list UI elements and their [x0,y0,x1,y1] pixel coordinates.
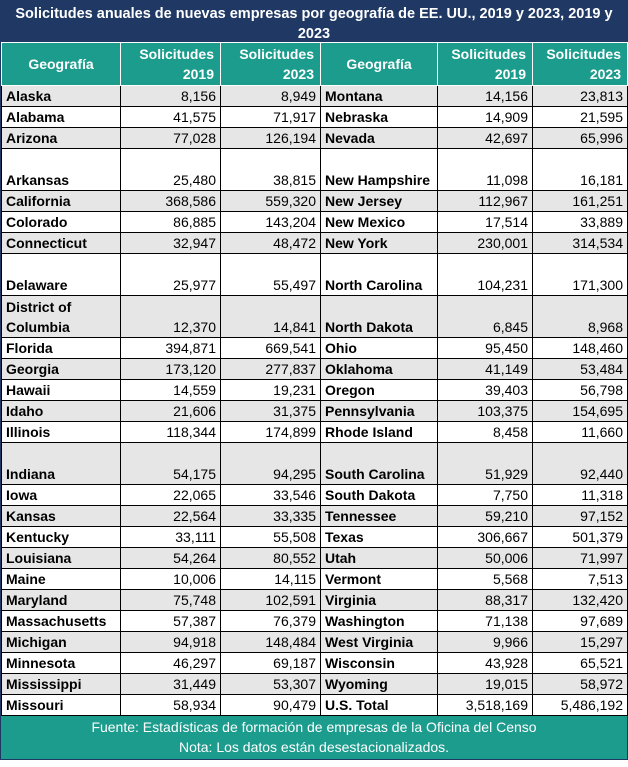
geo-name-right: Tennessee [321,506,438,527]
geo-name-right: South Carolina [321,443,438,485]
value-2023-right: 501,379 [533,527,628,548]
value-2019-left: 57,387 [121,611,221,632]
geo-name-left: Mississippi [2,674,121,695]
value-2019-left: 25,977 [121,254,221,296]
geo-name-right: Nebraska [321,107,438,128]
geo-name-right: Ohio [321,338,438,359]
value-2023-right: 21,595 [533,107,628,128]
value-2019-left: 25,480 [121,149,221,191]
geo-name-right: U.S. Total [321,695,438,716]
geo-name-right: New Jersey [321,191,438,212]
geo-name-left: Hawaii [2,380,121,401]
geo-name-left: Missouri [2,695,121,716]
geo-name-left: Illinois [2,422,121,443]
geo-name-left: California [2,191,121,212]
value-2023-right: 97,152 [533,506,628,527]
header-2023-right-line1: Solicitudes [546,46,621,62]
geo-name-left: District of Columbia [2,296,121,338]
geo-name-left: Iowa [2,485,121,506]
table-body [2,86,628,716]
footer-note: Nota: Los datos están desestacionalizados. [178,739,450,755]
geo-name-left: Delaware [2,254,121,296]
value-2023-left: 33,546 [221,485,321,506]
geo-name-left: Louisiana [2,548,121,569]
header-2023-left-line2: 2023 [282,66,314,82]
geo-name-right: New Mexico [321,212,438,233]
value-2019-right: 3,518,169 [438,695,533,716]
applications-table [1,42,628,716]
value-2023-right: 7,513 [533,569,628,590]
geo-name-right: Texas [321,527,438,548]
value-2023-right: 71,997 [533,548,628,569]
value-2023-right: 11,660 [533,422,628,443]
table-row [2,443,628,485]
value-2019-right: 11,098 [438,149,533,191]
geo-name-left: Minnesota [2,653,121,674]
table-row [2,254,628,296]
table-row [2,212,628,233]
value-2019-right: 103,375 [438,401,533,422]
table-row [2,191,628,212]
value-2023-left: 148,484 [221,632,321,653]
geo-name-right: Washington [321,611,438,632]
geo-name-left: Alaska [2,86,121,107]
value-2023-right: 53,484 [533,359,628,380]
value-2023-right: 11,318 [533,485,628,506]
value-2019-left: 33,111 [121,527,221,548]
value-2019-right: 95,450 [438,338,533,359]
geo-name-right: Montana [321,86,438,107]
value-2019-left: 118,344 [121,422,221,443]
header-2019-right [438,43,533,86]
value-2019-left: 10,006 [121,569,221,590]
value-2019-left: 75,748 [121,590,221,611]
table-row [2,338,628,359]
value-2023-left: 76,379 [221,611,321,632]
geo-name-right: Oregon [321,380,438,401]
value-2023-left: 14,115 [221,569,321,590]
header-2023-left [221,43,321,86]
value-2019-right: 88,317 [438,590,533,611]
geo-name-left: Florida [2,338,121,359]
table-row [2,296,628,338]
value-2019-right: 42,697 [438,128,533,149]
table-row [2,506,628,527]
header-2019-left [121,43,221,86]
value-2019-right: 9,966 [438,632,533,653]
value-2019-left: 31,449 [121,674,221,695]
value-2023-left: 126,194 [221,128,321,149]
header-2019-right-line1: Solicitudes [451,46,526,62]
geo-name-left: Maine [2,569,121,590]
value-2019-left: 368,586 [121,191,221,212]
geo-name-left: Michigan [2,632,121,653]
table-title: Solicitudes anuales de nuevas empresas por geografía de EE. UU., 2019 y 2023, 2019 y 2023 [1,1,627,42]
table-row [2,569,628,590]
header-2023-right-line2: 2023 [589,66,621,82]
value-2019-right: 306,667 [438,527,533,548]
value-2023-left: 55,497 [221,254,321,296]
header-geography-right: Geografía [321,43,438,86]
value-2023-right: 314,534 [533,233,628,254]
table-row [2,548,628,569]
geo-name-right: New York [321,233,438,254]
value-2019-left: 54,175 [121,443,221,485]
geo-name-right: New Hampshire [321,149,438,191]
table-row [2,653,628,674]
value-2019-right: 71,138 [438,611,533,632]
value-2023-right: 154,695 [533,401,628,422]
value-2019-left: 394,871 [121,338,221,359]
table-row [2,527,628,548]
value-2023-left: 33,335 [221,506,321,527]
value-2019-right: 17,514 [438,212,533,233]
table-row [2,422,628,443]
value-2019-left: 94,918 [121,632,221,653]
value-2023-right: 65,996 [533,128,628,149]
value-2023-left: 38,815 [221,149,321,191]
value-2023-right: 171,300 [533,254,628,296]
value-2023-left: 559,320 [221,191,321,212]
value-2023-right: 58,972 [533,674,628,695]
header-2019-right-line2: 2019 [494,66,526,82]
value-2023-left: 102,591 [221,590,321,611]
table-row [2,695,628,716]
header-2023-left-line1: Solicitudes [239,46,314,62]
value-2019-left: 46,297 [121,653,221,674]
table-row [2,611,628,632]
geo-name-right: Pennsylvania [321,401,438,422]
value-2019-right: 14,909 [438,107,533,128]
value-2023-right: 148,460 [533,338,628,359]
geo-name-right: North Dakota [321,296,438,338]
geo-name-left: Kansas [2,506,121,527]
value-2019-right: 43,928 [438,653,533,674]
table-row [2,128,628,149]
value-2019-right: 8,458 [438,422,533,443]
geo-name-left: Maryland [2,590,121,611]
geo-name-left: Massachusetts [2,611,121,632]
geo-name-right: Vermont [321,569,438,590]
value-2023-left: 53,307 [221,674,321,695]
value-2023-left: 669,541 [221,338,321,359]
header-2019-left-line1: Solicitudes [139,46,214,62]
geo-name-left: Connecticut [2,233,121,254]
geo-name-right: Wyoming [321,674,438,695]
value-2023-left: 19,231 [221,380,321,401]
geo-name-right: West Virginia [321,632,438,653]
geo-name-right: Oklahoma [321,359,438,380]
value-2019-left: 22,065 [121,485,221,506]
value-2023-right: 65,521 [533,653,628,674]
geo-name-left: Alabama [2,107,121,128]
geo-name-right: Nevada [321,128,438,149]
value-2023-right: 5,486,192 [533,695,628,716]
value-2019-right: 19,015 [438,674,533,695]
geo-name-right: Rhode Island [321,422,438,443]
value-2023-right: 97,689 [533,611,628,632]
table-row [2,86,628,107]
value-2023-left: 71,917 [221,107,321,128]
geo-name-left: Arkansas [2,149,121,191]
table-row [2,107,628,128]
value-2019-left: 32,947 [121,233,221,254]
value-2019-left: 41,575 [121,107,221,128]
value-2023-right: 15,297 [533,632,628,653]
value-2019-right: 50,006 [438,548,533,569]
value-2023-left: 31,375 [221,401,321,422]
geo-name-right: Virginia [321,590,438,611]
value-2019-left: 173,120 [121,359,221,380]
value-2023-right: 161,251 [533,191,628,212]
value-2023-left: 14,841 [221,296,321,338]
value-2019-right: 5,568 [438,569,533,590]
value-2019-right: 51,929 [438,443,533,485]
value-2023-right: 92,440 [533,443,628,485]
value-2023-right: 56,798 [533,380,628,401]
geo-name-right: Wisconsin [321,653,438,674]
table-row [2,674,628,695]
value-2023-right: 33,889 [533,212,628,233]
value-2019-right: 14,156 [438,86,533,107]
geo-name-left: Indiana [2,443,121,485]
table-row [2,632,628,653]
value-2023-left: 8,949 [221,86,321,107]
value-2019-left: 8,156 [121,86,221,107]
geo-name-right: North Carolina [321,254,438,296]
value-2023-right: 23,813 [533,86,628,107]
table-footer [1,716,627,759]
value-2019-right: 230,001 [438,233,533,254]
geo-name-left: Idaho [2,401,121,422]
header-2019-left-line2: 2019 [182,66,214,82]
value-2019-right: 6,845 [438,296,533,338]
geo-name-left: Kentucky [2,527,121,548]
header-geography-left: Geografía [2,43,121,86]
value-2023-left: 143,204 [221,212,321,233]
value-2019-left: 22,564 [121,506,221,527]
table-row [2,380,628,401]
geo-name-right: Utah [321,548,438,569]
table-row [2,149,628,191]
value-2023-left: 55,508 [221,527,321,548]
geo-name-left: Arizona [2,128,121,149]
geo-name-left: Colorado [2,212,121,233]
value-2019-right: 104,231 [438,254,533,296]
value-2019-left: 77,028 [121,128,221,149]
header-2023-right [533,43,628,86]
value-2023-right: 132,420 [533,590,628,611]
footer-source: Fuente: Estadísticas de formación de empresas de la Oficina del Censo [91,719,537,735]
value-2023-left: 80,552 [221,548,321,569]
value-2023-right: 16,181 [533,149,628,191]
value-2023-left: 174,899 [221,422,321,443]
table-row [2,590,628,611]
value-2023-left: 94,295 [221,443,321,485]
value-2019-left: 58,934 [121,695,221,716]
value-2023-left: 90,479 [221,695,321,716]
value-2019-right: 7,750 [438,485,533,506]
value-2019-left: 12,370 [121,296,221,338]
value-2023-left: 48,472 [221,233,321,254]
value-2019-left: 86,885 [121,212,221,233]
table-row [2,359,628,380]
value-2023-left: 69,187 [221,653,321,674]
value-2019-left: 14,559 [121,380,221,401]
table-row [2,401,628,422]
table-row [2,233,628,254]
geo-name-right: South Dakota [321,485,438,506]
table-row [2,485,628,506]
header-row [2,43,628,86]
value-2023-left: 277,837 [221,359,321,380]
value-2019-right: 112,967 [438,191,533,212]
value-2019-right: 39,403 [438,380,533,401]
value-2019-right: 59,210 [438,506,533,527]
value-2023-right: 8,968 [533,296,628,338]
geo-name-left: Georgia [2,359,121,380]
value-2019-left: 21,606 [121,401,221,422]
value-2019-right: 41,149 [438,359,533,380]
value-2019-left: 54,264 [121,548,221,569]
